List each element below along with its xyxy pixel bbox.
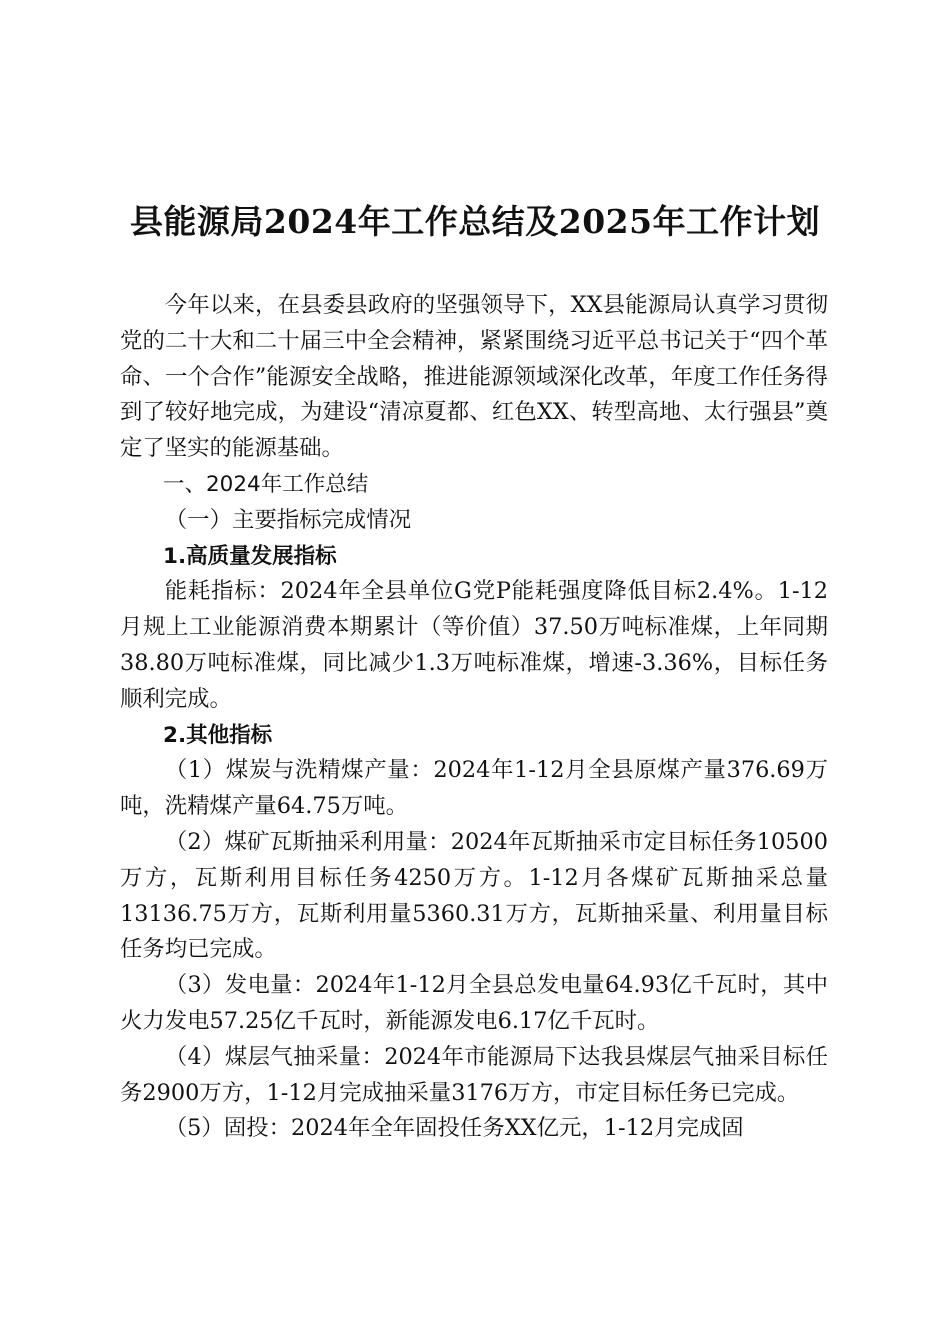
document-body <box>120 288 828 1147</box>
document-title: 县能源局2024年工作总结及2025年工作计划 <box>129 202 821 241</box>
section-heading-summary: 一、2024年工作总结 <box>163 471 369 497</box>
intro-paragraph: 今年以来，在县委县政府的坚强领导下，XX县能源局认真学习贯彻党的二十大和二十届三中全会精神，紧紧围绕习近平总书记关于“四个革命、一个合作”能源安全战略，推进能源领域深化改革，年度工作任务得到了较好地完成，为建设“清凉夏都、红色XX、转型高地、太行强县”奠定了坚实的能源基础。 <box>120 292 828 462</box>
indicator-power-generation: （3）发电量：2024年1-12月全县总发电量64.93亿千瓦时，其中火力发电57.25亿千瓦时，新能源发电6.17亿千瓦时。 <box>120 972 828 1034</box>
indicator-fixed-investment: （5）固投：2024年全年固投任务XX亿元，1-12月完成固 <box>164 1115 744 1142</box>
indicator-coalbed-methane: （4）煤层气抽采量：2024年市能源局下达我县煤层气抽采目标任务2900万方，1-12月完成抽采量3176万方，市定目标任务已完成。 <box>120 1043 828 1106</box>
item-heading-other-indicators: 2.其他指标 <box>163 722 273 748</box>
item-heading-quality-development: 1.高质量发展指标 <box>163 543 337 569</box>
indicator-coal-output: （1）煤炭与洗精煤产量：2024年1-12月全县原煤产量376.69万吨，洗精煤产量64.75万吨。 <box>120 757 828 820</box>
energy-consumption-paragraph: 能耗指标：2024年全县单位G党P能耗强度降低目标2.4%。1-12月规上工业能源消费本期累计（等价值）37.50万吨标准煤，上年同期38.80万吨标准煤，同比减少1.3万吨标准煤，增速-3.36%，目标任务顺利完成。 <box>120 578 828 712</box>
subsection-heading-indicators: （一）主要指标完成情况 <box>164 506 412 533</box>
indicator-gas-extraction: （2）煤矿瓦斯抽采利用量：2024年瓦斯抽采市定目标任务10500万方，瓦斯利用目标任务4250万方。1-12月各煤矿瓦斯抽采总量13136.75万方，瓦斯利用量5360.31万方，瓦斯抽采量、利用量目标任务均已完成。 <box>120 828 828 963</box>
